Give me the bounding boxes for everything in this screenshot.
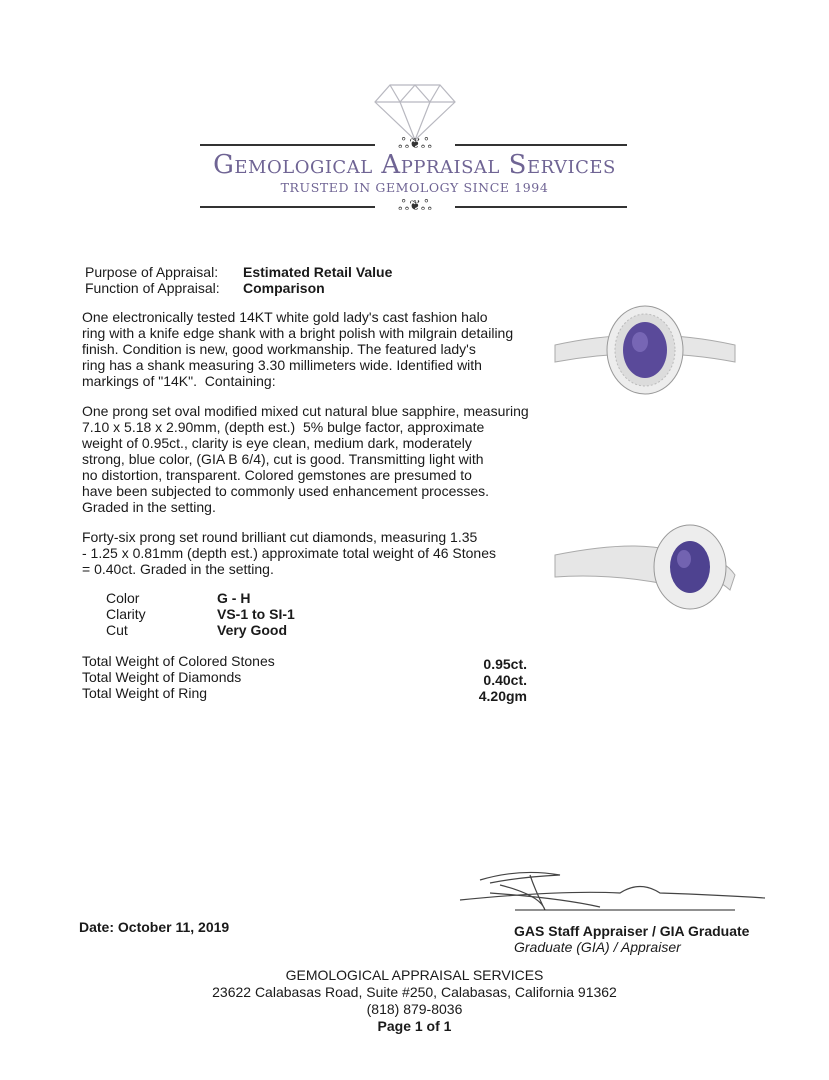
flourish-ornament-icon: ஃ❦ஃ bbox=[398, 197, 432, 213]
appraiser-subtitle: Graduate (GIA) / Appraiser bbox=[514, 939, 681, 955]
text-line: have been subjected to commonly used enhancement processes. bbox=[82, 483, 490, 499]
grade-value-clarity: VS-1 to SI-1 bbox=[217, 606, 295, 622]
text-line: One prong set oval modified mixed cut natural blue sapphire, measuring bbox=[82, 403, 529, 419]
text-line: 7.10 x 5.18 x 2.90mm, (depth est.) 5% bulge factor, approximate bbox=[82, 419, 485, 435]
total-value-ring: 4.20gm bbox=[478, 688, 527, 704]
company-name-logo: Gemological Appraisal Services bbox=[213, 150, 616, 180]
flourish-ornament-icon: ஃ❦ஃ bbox=[398, 135, 432, 151]
text-line: finish. Condition is new, good workmanship. The featured lady's bbox=[82, 341, 476, 357]
footer-phone: (818) 879-8036 bbox=[366, 1001, 463, 1017]
text-line: ring with a knife edge shank with a bright polish with milgrain detailing bbox=[82, 325, 514, 341]
text-line: weight of 0.95ct., clarity is eye clean, medium dark, moderately bbox=[82, 435, 472, 451]
ring-description bbox=[82, 309, 513, 389]
text-line: = 0.40ct. Graded in the setting. bbox=[82, 561, 274, 577]
grade-value-cut: Very Good bbox=[217, 622, 288, 638]
header-rule-top-right bbox=[455, 144, 627, 146]
company-tagline: TRUSTED IN GEMOLOGY SINCE 1994 bbox=[280, 180, 549, 195]
text-line: Graded in the setting. bbox=[82, 499, 216, 515]
header-rule-bottom-left bbox=[200, 206, 375, 208]
total-value-diamonds: 0.40ct. bbox=[483, 672, 527, 688]
text-line: - 1.25 x 0.81mm (depth est.) approximate total weight of 46 Stones bbox=[82, 545, 496, 561]
total-label-colored-stones: Total Weight of Colored Stones bbox=[82, 653, 275, 669]
text-line: Forty-six prong set round brilliant cut diamonds, measuring 1.35 bbox=[82, 529, 478, 545]
text-line: ring has a shank measuring 3.30 millimeters wide. Identified with bbox=[82, 357, 482, 373]
text-line: strong, blue color, (GIA B 6/4), cut is good. Transmitting light with bbox=[82, 451, 484, 467]
text-line: no distortion, transparent. Colored gemstones are presumed to bbox=[82, 467, 472, 483]
footer-company: GEMOLOGICAL APPRAISAL SERVICES bbox=[285, 967, 544, 983]
appraiser-signature bbox=[440, 865, 770, 915]
ring-photo-top bbox=[550, 300, 740, 400]
appraisal-date: Date: October 11, 2019 bbox=[79, 919, 230, 935]
header-rule-bottom-right bbox=[455, 206, 627, 208]
total-label-diamonds: Total Weight of Diamonds bbox=[82, 669, 242, 685]
page-number: Page 1 of 1 bbox=[377, 1018, 452, 1034]
appraiser-title: GAS Staff Appraiser / GIA Graduate bbox=[514, 923, 750, 939]
grade-label-color: Color bbox=[106, 590, 140, 606]
diamond-description bbox=[82, 529, 496, 577]
purpose-value: Estimated Retail Value bbox=[243, 264, 393, 280]
grade-label-cut: Cut bbox=[106, 622, 128, 638]
grade-value-color: G - H bbox=[217, 590, 251, 606]
function-label: Function of Appraisal: bbox=[85, 280, 220, 296]
footer-address: 23622 Calabasas Road, Suite #250, Calabasas, California 91362 bbox=[212, 984, 617, 1000]
total-value-colored-stones: 0.95ct. bbox=[483, 656, 527, 672]
function-value: Comparison bbox=[243, 280, 325, 296]
sapphire-description bbox=[82, 403, 529, 515]
header-rule-top-left bbox=[200, 144, 375, 146]
text-line: One electronically tested 14KT white gold lady's cast fashion halo bbox=[82, 309, 488, 325]
ring-photo-angle bbox=[550, 515, 740, 615]
grade-label-clarity: Clarity bbox=[106, 606, 146, 622]
text-line: markings of "14K". Containing: bbox=[82, 373, 276, 389]
total-label-ring: Total Weight of Ring bbox=[82, 685, 208, 701]
purpose-label: Purpose of Appraisal: bbox=[85, 264, 219, 280]
